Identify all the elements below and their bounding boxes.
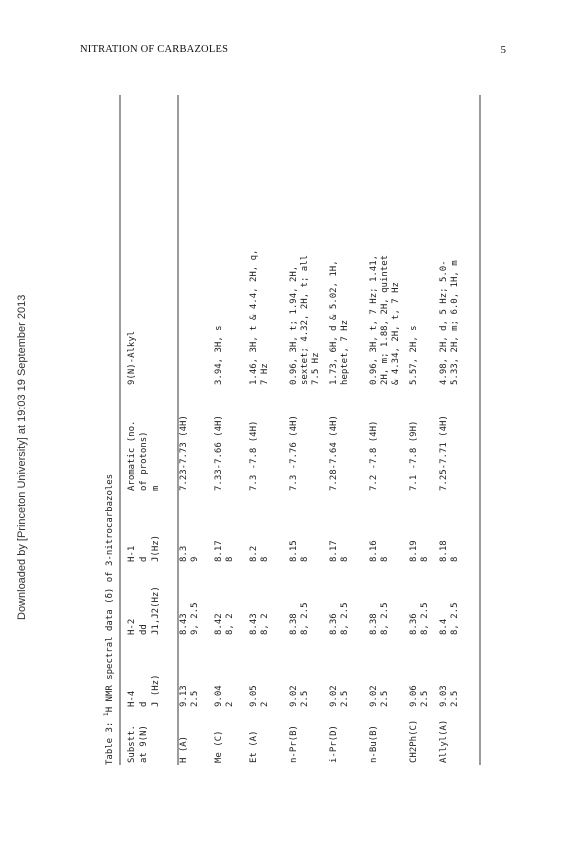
cell-h2: 8.36 bbox=[409, 613, 419, 635]
cell-h2: 8.42 bbox=[214, 613, 224, 635]
table-header-cell: Substt. bbox=[127, 725, 137, 763]
cell-h2: 8.43 bbox=[179, 613, 189, 635]
cell-h4: 2.5 bbox=[380, 690, 390, 707]
cell-h2: 8.4 bbox=[439, 618, 449, 635]
row-substituent: Et (A) bbox=[249, 730, 259, 763]
cell-aromatic: 7.2 -7.8 (4H) bbox=[369, 420, 379, 491]
cell-h4: 9.02 bbox=[329, 685, 339, 707]
cell-h2: 8, 2.5 bbox=[420, 602, 430, 635]
table-header-cell: J1,J2(Hz) bbox=[151, 586, 161, 635]
cell-h1: 8.15 bbox=[289, 540, 299, 562]
cell-h1: 8 bbox=[260, 556, 270, 562]
table-header-cell: m bbox=[151, 485, 161, 491]
table-header-cell: of protons) bbox=[139, 431, 149, 491]
page-number: 5 bbox=[500, 44, 506, 56]
cell-h1: 8 bbox=[225, 556, 235, 562]
cell-h2: 8, 2.5 bbox=[450, 602, 460, 635]
cell-alkyl: 1.46, 3H, t & 4.4, 2H, q, bbox=[249, 249, 259, 385]
cell-h4: 2 bbox=[260, 701, 270, 707]
cell-h4: 2.5 bbox=[450, 690, 460, 707]
cell-h1: 8 bbox=[450, 556, 460, 562]
cell-h2: 8, 2 bbox=[225, 613, 235, 635]
cell-alkyl: 0.96, 3H, t; 1.94, 2H, bbox=[289, 265, 299, 385]
cell-h1: 8.17 bbox=[214, 540, 224, 562]
cell-h4: 9.06 bbox=[409, 685, 419, 707]
cell-alkyl: 4.98, 2H, d, 5 Hz; 5.0- bbox=[439, 260, 449, 385]
cell-h1: 8.19 bbox=[409, 540, 419, 562]
cell-h1: 8 bbox=[300, 556, 310, 562]
cell-alkyl: 5.57, 2H, s bbox=[409, 325, 419, 385]
running-title: NITRATION OF CARBAZOLES bbox=[80, 44, 229, 55]
table-header-cell: H-4 bbox=[127, 690, 137, 707]
row-substituent: n-Bu(B) bbox=[369, 725, 379, 763]
row-substituent: n-Pr(B) bbox=[289, 725, 299, 763]
row-substituent: H (A) bbox=[179, 735, 189, 763]
cell-aromatic: 7.1 -7.8 (9H) bbox=[409, 420, 419, 491]
cell-alkyl: 0.96, 3H, t, 7 Hz; 1.41, bbox=[369, 254, 379, 385]
cell-h1: 8 bbox=[420, 556, 430, 562]
cell-alkyl: heptet, 7 Hz bbox=[340, 319, 350, 385]
cell-h2: 8.38 bbox=[289, 613, 299, 635]
cell-alkyl: sextet; 4.32, 2H, t; all bbox=[300, 254, 310, 385]
row-substituent: i-Pr(D) bbox=[329, 725, 339, 763]
cell-h2: 8, 2.5 bbox=[300, 602, 310, 635]
cell-h4: 9.05 bbox=[249, 685, 259, 707]
cell-h2: 9, 2.5 bbox=[190, 602, 200, 635]
table-header-cell: dd bbox=[139, 624, 149, 635]
cell-alkyl: 5.33, 2H, m; 6.0, 1H, m bbox=[450, 260, 460, 385]
cell-h2: 8, 2.5 bbox=[380, 602, 390, 635]
cell-alkyl: 7 Hz bbox=[260, 363, 270, 385]
cell-alkyl: 1.73, 6H, d & 5.02, 1H, bbox=[329, 260, 339, 385]
cell-aromatic: 7.3 -7.8 (4H) bbox=[249, 420, 259, 491]
cell-aromatic: 7.25-7.71 (4H) bbox=[439, 415, 449, 491]
cell-h1: 8.16 bbox=[369, 540, 379, 562]
cell-aromatic: 7.28-7.64 (4H) bbox=[329, 415, 339, 491]
cell-h2: 8, 2 bbox=[260, 613, 270, 635]
cell-h4: 2.5 bbox=[190, 690, 200, 707]
cell-h4: 9.13 bbox=[179, 685, 189, 707]
cell-h4: 2.5 bbox=[420, 690, 430, 707]
cell-h4: 2.5 bbox=[300, 690, 310, 707]
row-substituent: Allyl(A) bbox=[439, 719, 449, 763]
cell-aromatic: 7.3 -7.76 (4H) bbox=[289, 415, 299, 491]
row-substituent: CH2Ph(C) bbox=[409, 719, 419, 763]
table-header-cell: Aromatic (no. bbox=[127, 420, 137, 491]
table-caption: Table 3: $^1$H NMR spectral data (δ) of 3-nitrocarbazoles bbox=[102, 473, 115, 765]
cell-h1: 8.17 bbox=[329, 540, 339, 562]
cell-h4: 2.5 bbox=[340, 690, 350, 707]
table-header-cell: d bbox=[139, 701, 149, 707]
cell-h4: 9.02 bbox=[289, 685, 299, 707]
table-header-cell: at 9(N) bbox=[139, 725, 149, 763]
cell-h1: 9 bbox=[190, 556, 200, 562]
cell-h2: 8, 2.5 bbox=[340, 602, 350, 635]
cell-h4: 9.03 bbox=[439, 685, 449, 707]
table-header-cell: J(Hz) bbox=[151, 534, 161, 562]
cell-h4: 2 bbox=[225, 701, 235, 707]
cell-h1: 8.18 bbox=[439, 540, 449, 562]
cell-alkyl: 7.5 Hz bbox=[311, 352, 321, 385]
cell-h1: 8 bbox=[380, 556, 390, 562]
table-header-cell: H-2 bbox=[127, 618, 137, 635]
cell-h2: 8.38 bbox=[369, 613, 379, 635]
cell-alkyl: 3.94, 3H, s bbox=[214, 325, 224, 385]
cell-h1: 8.3 bbox=[179, 545, 189, 562]
table-header-cell: 9(N)-Alkyl bbox=[127, 330, 137, 385]
cell-alkyl: 2H, m; 1.88, 2H, quintet bbox=[380, 254, 390, 385]
cell-h4: 9.02 bbox=[369, 685, 379, 707]
table-header-cell: d bbox=[139, 556, 149, 562]
cell-h4: 9.04 bbox=[214, 685, 224, 707]
cell-h2: 8.36 bbox=[329, 613, 339, 635]
cell-h1: 8.2 bbox=[249, 545, 259, 562]
cell-aromatic: 7.33-7.66 (4H) bbox=[214, 415, 224, 491]
table-header-cell: H-1 bbox=[127, 545, 137, 562]
download-watermark-text: Downloaded by [Princeton University] at 19:03 19 September 2013 bbox=[16, 294, 28, 620]
row-substituent: Me (C) bbox=[214, 730, 224, 763]
cell-aromatic: 7.23-7.73 (4H) bbox=[179, 415, 189, 491]
cell-alkyl: & 4.34, 2H, t, 7 Hz bbox=[391, 282, 401, 385]
table-header-cell: J (Hz) bbox=[151, 674, 161, 707]
cell-h2: 8.43 bbox=[249, 613, 259, 635]
cell-h1: 8 bbox=[340, 556, 350, 562]
